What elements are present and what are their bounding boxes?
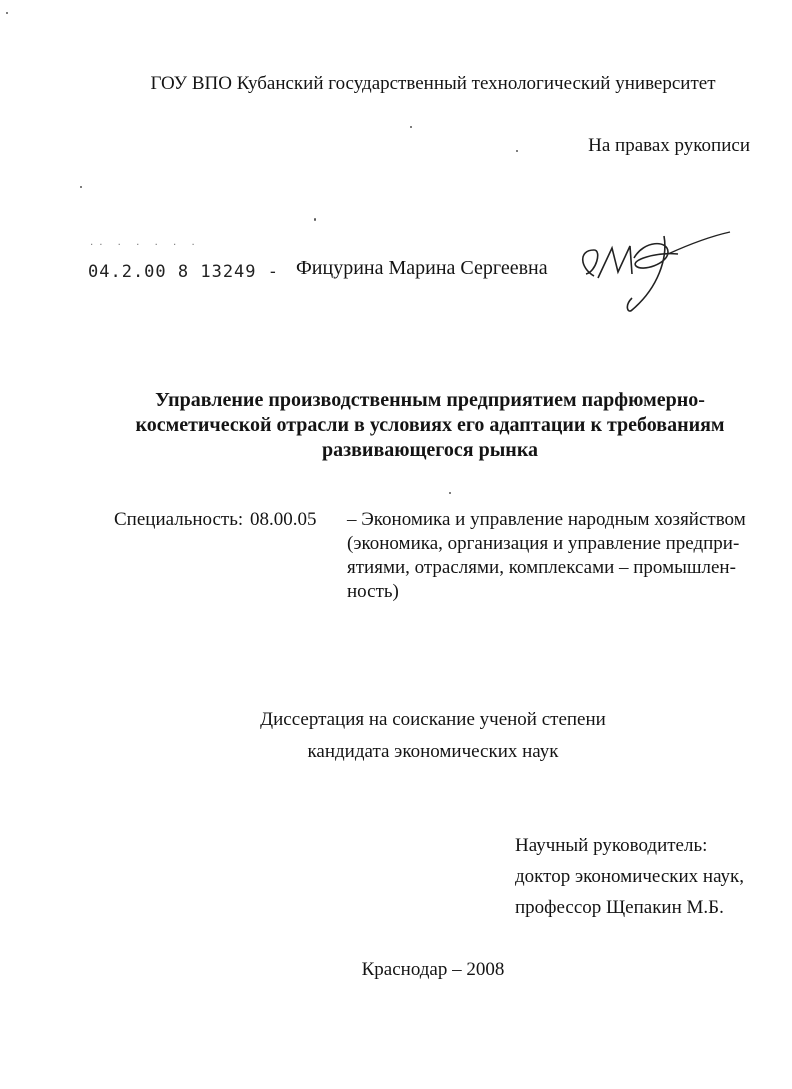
specialty-label: Специальность: <box>114 509 244 530</box>
faint-stamp-marks: ˙˙ ˙ ˙ ˙ ˙ ˙ <box>88 242 199 256</box>
title-line: косметической отрасли в условиях его адаптации к требованиям <box>135 414 725 436</box>
supervisor-name: профессор Щепакин М.Б. <box>515 897 724 918</box>
specialty-description <box>347 508 751 604</box>
author-signature <box>572 228 732 318</box>
scan-speck <box>6 12 8 14</box>
scan-speck <box>410 126 412 128</box>
scan-speck <box>314 218 316 221</box>
specialty-line: ятиями, отраслями, комплексами – промышлен- <box>347 557 736 578</box>
dissertation-title <box>90 388 770 463</box>
scan-speck <box>80 186 82 188</box>
degree-sought-line2: кандидата экономических наук <box>307 741 559 762</box>
author-name: Фицурина Марина Сергеевна <box>296 257 548 279</box>
title-line: Управление производственным предприятием парфюмерно- <box>155 389 705 411</box>
specialty-line: – Экономика и управление народным хозяйством <box>347 509 746 530</box>
supervisor-label: Научный руководитель: <box>515 835 708 856</box>
specialty-line: (экономика, организация и управление предпри- <box>347 533 740 554</box>
university-name: ГОУ ВПО Кубанский государственный технологический университет <box>150 73 716 94</box>
registration-code: 04.2.00 8 13249 - <box>88 262 279 282</box>
specialty-line: ность) <box>347 581 399 602</box>
city-year: Краснодар – 2008 <box>361 959 505 980</box>
title-line: развивающегося рынка <box>321 439 539 461</box>
scan-speck <box>449 492 451 494</box>
rights-note: На правах рукописи <box>588 135 750 156</box>
supervisor-degree: доктор экономических наук, <box>515 866 745 887</box>
specialty-code: 08.00.05 <box>250 509 317 530</box>
degree-sought-line1: Диссертация на соискание ученой степени <box>260 709 606 730</box>
scan-speck <box>516 150 518 152</box>
